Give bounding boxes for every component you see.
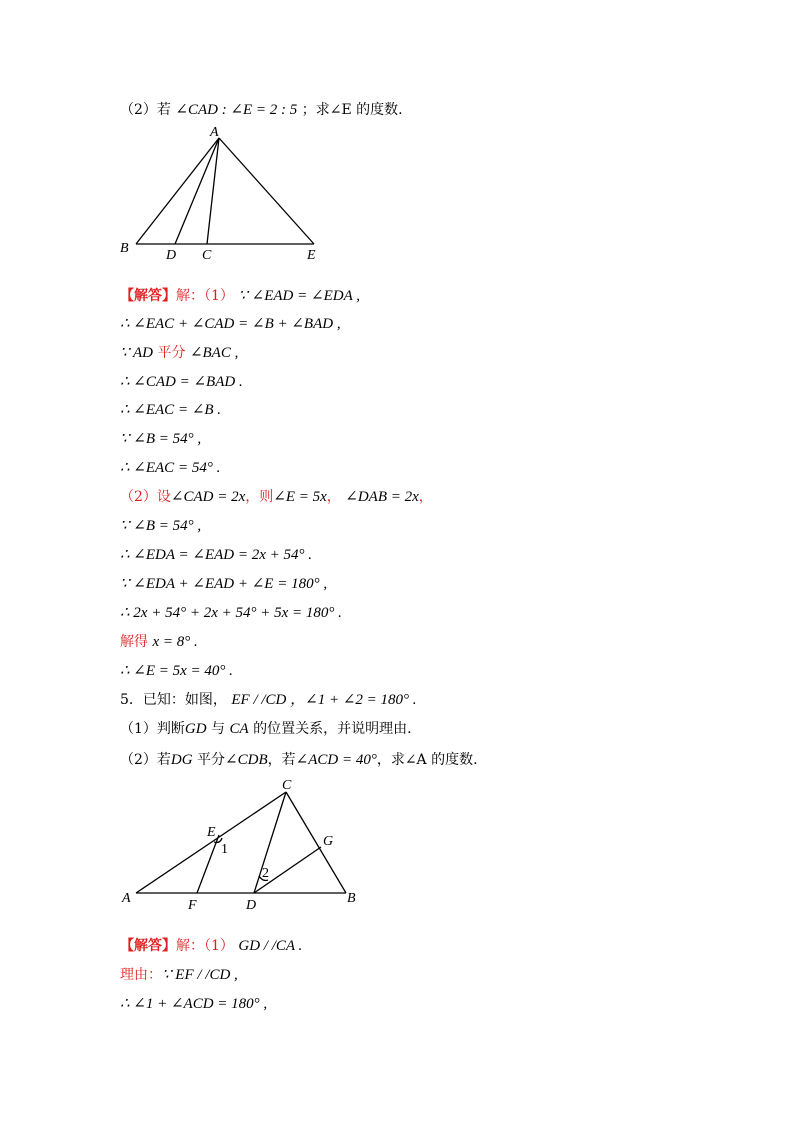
- solution4-line5: ∴ ∠EAC = ∠B .: [120, 402, 222, 418]
- label-2: 2: [262, 866, 269, 881]
- problem5-intro: 5．已知：如图，: [120, 692, 227, 708]
- label-a: A: [210, 125, 219, 140]
- solution4-line11: ∴ 2x + 54° + 2x + 54° + 5x = 180° .: [120, 605, 342, 621]
- solve-label: 解得: [120, 634, 148, 650]
- q1-suffix: 的位置关系，并说明理由.: [253, 721, 412, 737]
- q2b-prefix: （2）若: [120, 752, 171, 768]
- label-e: E: [207, 825, 216, 840]
- label-f: F: [188, 898, 197, 913]
- label-b: B: [120, 241, 129, 256]
- solution4-line7: ∴ ∠EAC = 54° .: [120, 460, 221, 476]
- math-e: ∠E = 5x: [273, 489, 327, 505]
- q2b-cond: ，若: [267, 752, 296, 768]
- solution4-line2: ∴ ∠EAC + ∠CAD = ∠B + ∠BAD ,: [120, 316, 341, 332]
- math-bac: ∠BAC ,: [189, 345, 239, 361]
- q2b-suffix: ，求∠A 的度数.: [376, 752, 478, 768]
- solution4-line6: ∵ ∠B = 54° ,: [120, 431, 202, 447]
- segment-cb: [286, 792, 346, 893]
- q2-prefix: （2）若: [120, 102, 171, 118]
- q1-ca: CA: [229, 721, 249, 737]
- q2b-mid: 平分: [197, 752, 226, 768]
- label-e: E: [307, 248, 316, 263]
- text-comma: ，: [326, 489, 341, 505]
- solve-value: x = 8° .: [152, 634, 198, 650]
- q1-gd: GD: [184, 721, 207, 737]
- solution5-reason: [120, 966, 238, 984]
- solution4-final: ∴ ∠E = 5x = 40° .: [120, 663, 233, 679]
- solution4-line4: ∴ ∠CAD = ∠BAD .: [120, 374, 243, 390]
- label-d: D: [166, 248, 177, 263]
- text-then: ，则: [245, 489, 274, 505]
- segment-cd: [254, 792, 286, 893]
- q2b-acd: ∠ACD = 40°: [295, 752, 377, 768]
- math-cad: ∠CAD = 2x: [170, 489, 246, 505]
- segment-ef: [197, 835, 219, 893]
- label-d: D: [246, 898, 257, 913]
- math-line: ∵ ∠EAD = ∠EDA ,: [238, 288, 360, 304]
- label-c: C: [282, 778, 292, 793]
- q2b-dg: DG: [170, 752, 193, 768]
- label-c: C: [202, 248, 212, 263]
- solution-tag: 【解答】: [120, 288, 176, 304]
- q2-ratio: ∠CAD : ∠E = 2 : 5: [175, 102, 298, 118]
- label-1: 1: [221, 842, 228, 857]
- solution5-p1-label: （1）: [204, 938, 234, 954]
- solution4-line9: ∴ ∠EDA = ∠EAD = 2x + 54° .: [120, 547, 312, 563]
- q2b-cdb: ∠CDB: [225, 752, 268, 768]
- q1-mid: 与: [211, 721, 226, 737]
- solution4-line8: ∵ ∠B = 54° ,: [120, 518, 202, 534]
- label-a: A: [122, 891, 131, 906]
- solution5-jie: 解：: [176, 938, 204, 954]
- math-dab: ∠DAB = 2x: [345, 489, 419, 505]
- part1-label: （1）: [204, 288, 234, 304]
- label-b: B: [347, 891, 356, 906]
- label-g: G: [323, 834, 334, 849]
- part2-label: （2）设: [120, 489, 171, 505]
- q2-suffix: ；求∠E 的度数.: [301, 102, 403, 118]
- q1-prefix: （1）判断: [120, 721, 185, 737]
- solution5-last: ∴ ∠1 + ∠ACD = 180° ,: [120, 996, 268, 1012]
- reason-val: ∵ EF / /CD ,: [162, 967, 238, 983]
- math-ad: ∵ AD: [120, 345, 154, 361]
- solution5-line1: [120, 937, 302, 955]
- solution5-p1-val: GD / /CA .: [238, 938, 303, 954]
- solution5-tag: 【解答】: [120, 938, 176, 954]
- text-bisect: 平分: [157, 345, 186, 361]
- solution4-line10: ∵ ∠EDA + ∠EAD + ∠E = 180° ,: [120, 576, 328, 592]
- text-comma2: ，: [418, 489, 433, 505]
- problem5-given: EF / /CD ，∠1 + ∠2 = 180° .: [231, 692, 417, 708]
- reason-label: 理由：: [120, 967, 162, 983]
- solution-jie: 解：: [176, 288, 204, 304]
